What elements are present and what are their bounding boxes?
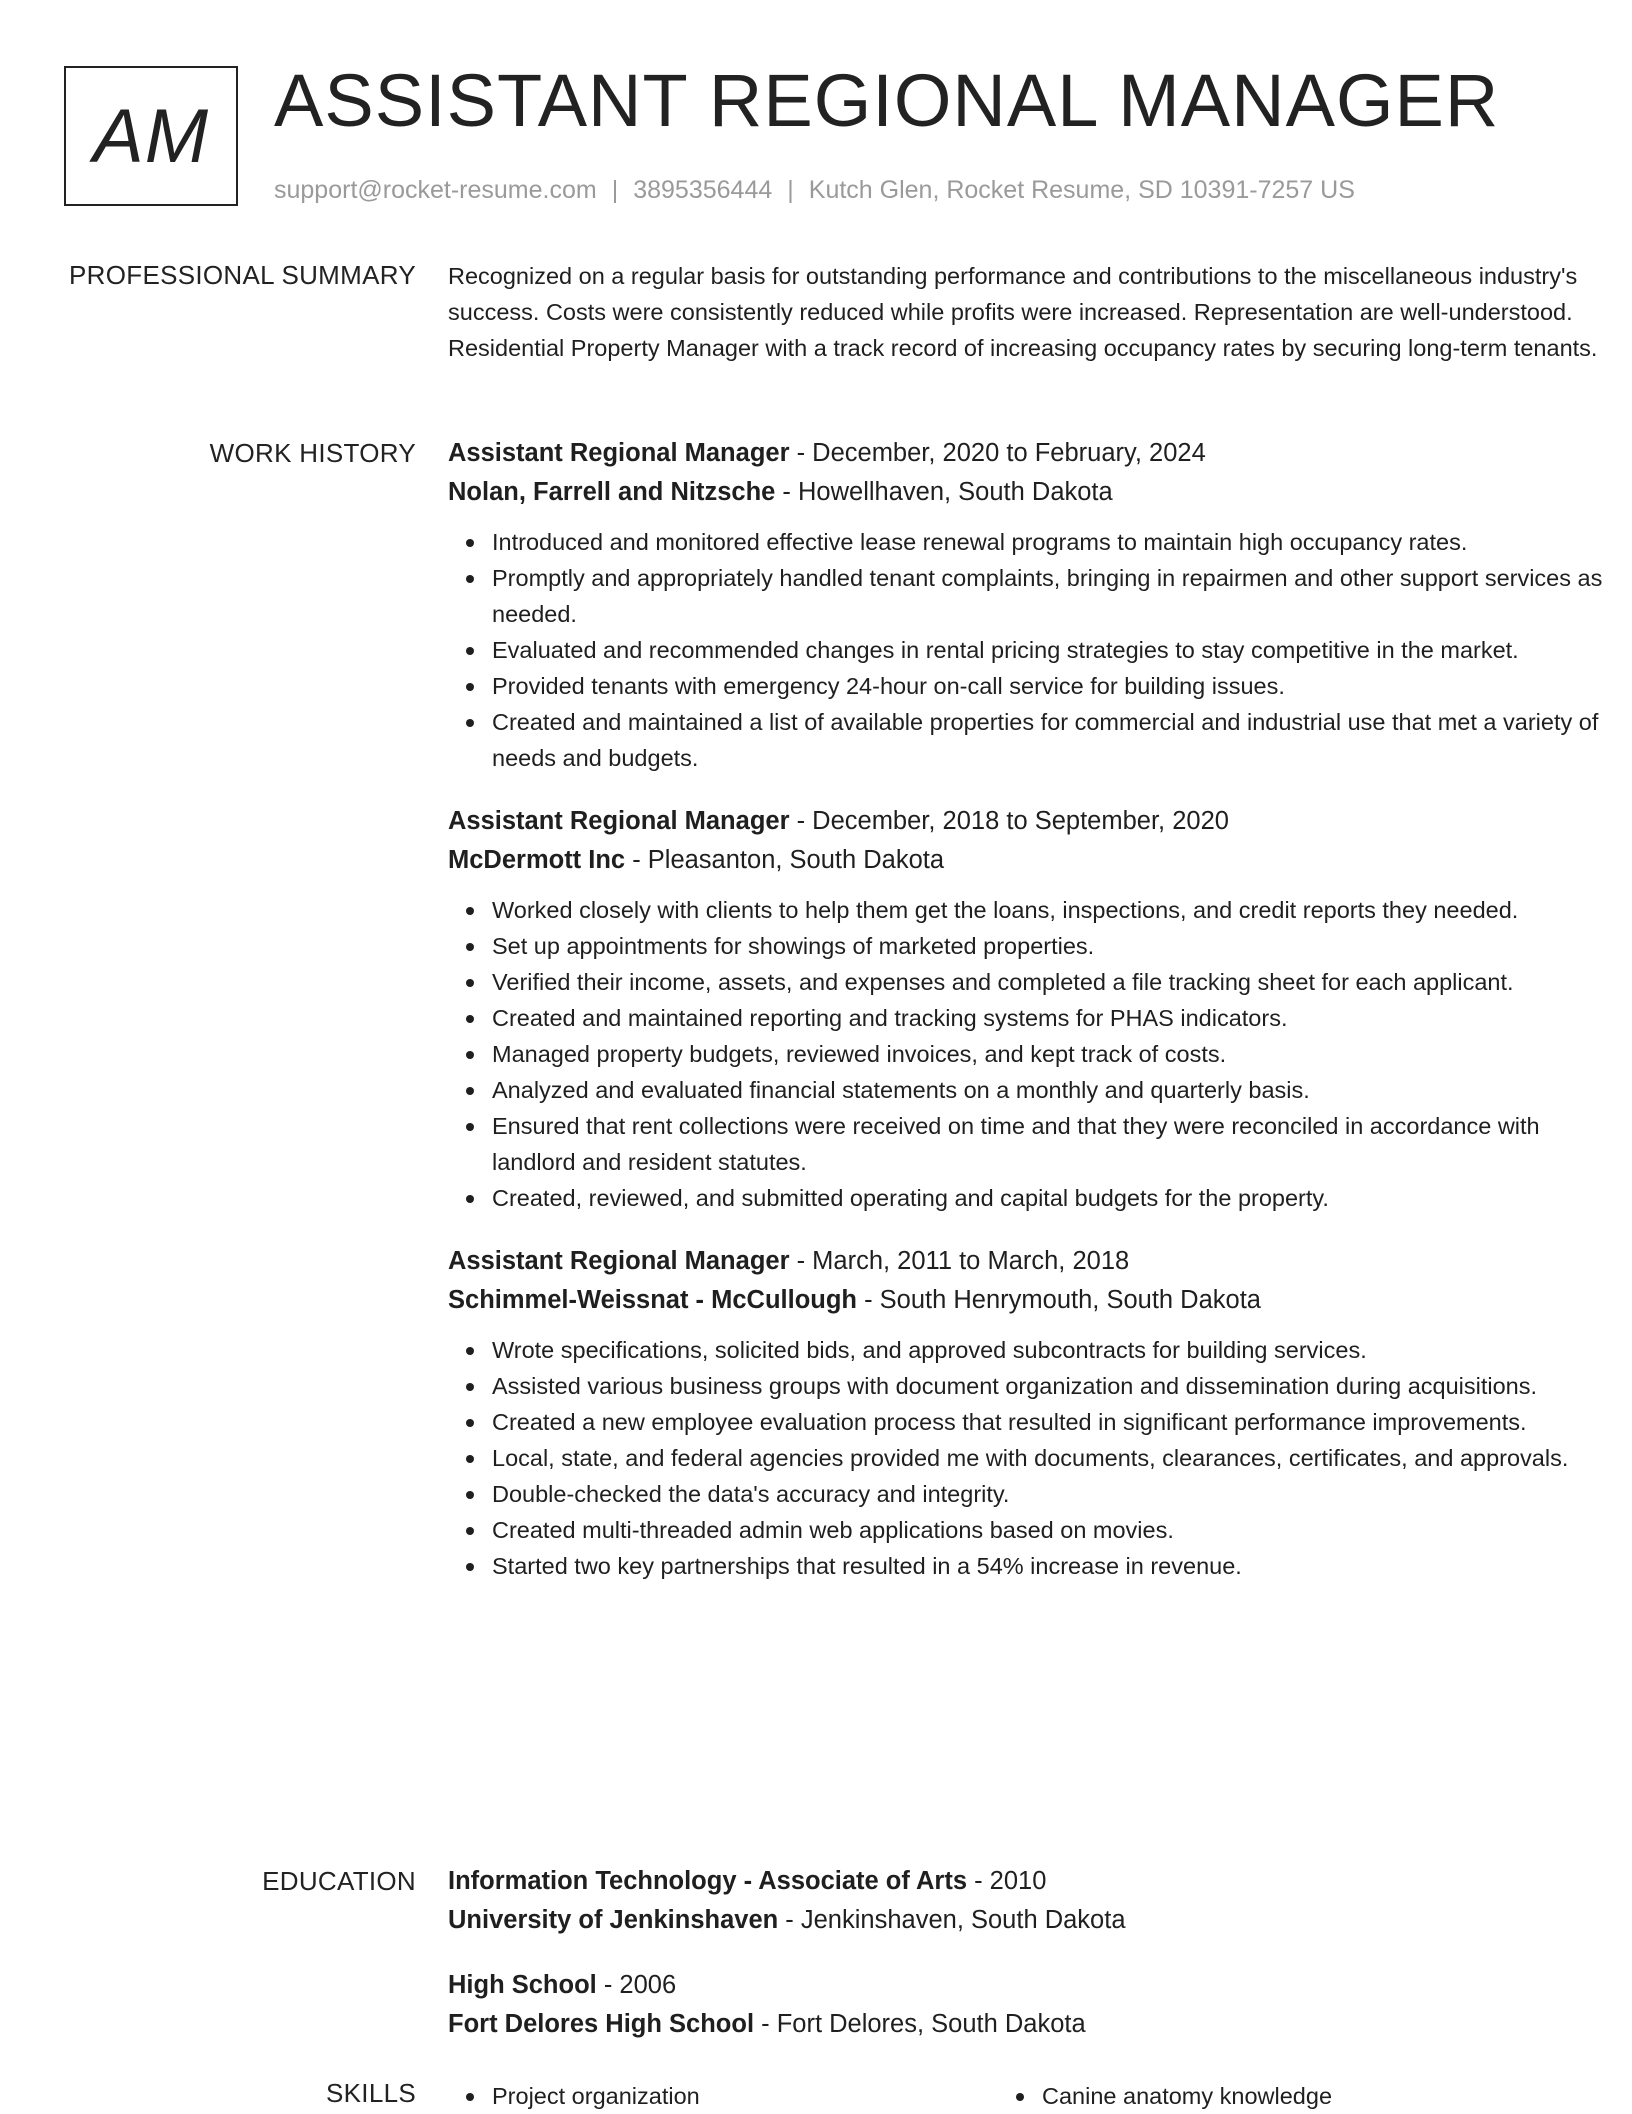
job-title-line xyxy=(448,1242,1628,1281)
education-school: Fort Delores High School xyxy=(448,2010,755,2038)
job-bullet: Ensured that rent collections were received on time and that they were reconciled in accordance with landlord and resident statutes. xyxy=(492,1108,1628,1180)
contact-phone[interactable]: 3895356444 xyxy=(633,176,773,204)
education-degree: Information Technology - Associate of Arts xyxy=(448,1867,968,1895)
section-label-education: EDUCATION xyxy=(262,1866,416,1896)
job-bullet: Started two key partnerships that resulted in a 54% increase in revenue. xyxy=(492,1548,1628,1584)
job-location: - South Henrymouth, South Dakota xyxy=(857,1286,1261,1314)
contact-separator: | xyxy=(787,176,794,204)
job-company: McDermott Inc xyxy=(448,846,626,874)
job-bullet-list xyxy=(448,524,1628,776)
job-entry xyxy=(448,434,1628,776)
job-title-line xyxy=(448,434,1628,473)
skills-list-left xyxy=(448,2078,998,2114)
job-dates: - December, 2020 to February, 2024 xyxy=(789,439,1206,467)
skills-body xyxy=(448,2078,1628,2114)
job-bullet: Created multi-threaded admin web applications based on movies. xyxy=(492,1512,1628,1548)
job-title: Assistant Regional Manager xyxy=(448,439,790,467)
job-company-line xyxy=(448,1281,1628,1320)
job-bullet-list xyxy=(448,1332,1628,1584)
skill-item: Project organization xyxy=(492,2078,998,2114)
education-school: University of Jenkinshaven xyxy=(448,1906,779,1934)
education-location: - Fort Delores, South Dakota xyxy=(754,2010,1086,2038)
job-bullet: Introduced and monitored effective lease renewal programs to maintain high occupancy rates. xyxy=(492,524,1628,560)
contact-address: Kutch Glen, Rocket Resume, SD 10391-7257 US xyxy=(808,176,1355,204)
education-entry xyxy=(448,1966,1628,2044)
job-bullet: Wrote specifications, solicited bids, and approved subcontracts for building services. xyxy=(492,1332,1628,1368)
education-degree-line xyxy=(448,1966,1628,2005)
section-label-work-history: WORK HISTORY xyxy=(209,438,416,468)
monogram-logo: AM xyxy=(64,66,238,206)
skills-columns xyxy=(448,2078,1548,2114)
job-bullet: Double-checked the data's accuracy and integrity. xyxy=(492,1476,1628,1512)
contact-email[interactable]: support@rocket-resume.com xyxy=(274,176,597,204)
summary-text: Recognized on a regular basis for outstanding performance and contributions to the miscellaneous industry's success. Costs were consistently reduced while profits were increased. Representation are well-understood. Residential Property Manager with a track record of increasing occupancy rates by securing long-term tenants. xyxy=(448,263,1598,361)
job-bullet: Promptly and appropriately handled tenant complaints, bringing in repairmen and other support services as needed. xyxy=(492,560,1628,632)
job-bullet: Evaluated and recommended changes in rental pricing strategies to stay competitive in the market. xyxy=(492,632,1628,668)
job-entry xyxy=(448,1242,1628,1584)
job-company-line xyxy=(448,473,1628,512)
job-title: Assistant Regional Manager xyxy=(448,807,790,835)
education-body xyxy=(448,1862,1628,2070)
skills-list-right xyxy=(998,2078,1548,2114)
education-year: - 2010 xyxy=(967,1867,1047,1895)
section-label-summary: PROFESSIONAL SUMMARY xyxy=(69,260,416,290)
education-school-line xyxy=(448,1901,1628,1940)
education-entry xyxy=(448,1862,1628,1940)
job-dates: - March, 2011 to March, 2018 xyxy=(789,1247,1130,1275)
job-bullet: Assisted various business groups with document organization and dissemination during acquisitions. xyxy=(492,1368,1628,1404)
job-location: - Pleasanton, South Dakota xyxy=(625,846,945,874)
job-bullet: Created and maintained reporting and tracking systems for PHAS indicators. xyxy=(492,1000,1628,1036)
education-degree: High School xyxy=(448,1971,597,1999)
work-history-body xyxy=(448,434,1628,1610)
education-school-line xyxy=(448,2005,1628,2044)
job-bullet: Created a new employee evaluation process that resulted in significant performance improvements. xyxy=(492,1404,1628,1440)
job-title: Assistant Regional Manager xyxy=(448,1247,790,1275)
job-bullet-list xyxy=(448,892,1628,1216)
job-company-line xyxy=(448,841,1628,880)
job-entry xyxy=(448,802,1628,1216)
job-bullet: Analyzed and evaluated financial statements on a monthly and quarterly basis. xyxy=(492,1072,1628,1108)
education-year: - 2006 xyxy=(596,1971,677,1999)
job-bullet: Created, reviewed, and submitted operating and capital budgets for the property. xyxy=(492,1180,1628,1216)
job-bullet: Created and maintained a list of available properties for commercial and industrial use that met a variety of needs and budgets. xyxy=(492,704,1628,776)
section-label-skills: SKILLS xyxy=(326,2078,416,2108)
education-location: - Jenkinshaven, South Dakota xyxy=(778,1906,1126,1934)
job-bullet: Managed property budgets, reviewed invoices, and kept track of costs. xyxy=(492,1036,1628,1072)
job-location: - Howellhaven, South Dakota xyxy=(775,478,1113,506)
job-bullet: Verified their income, assets, and expenses and completed a file tracking sheet for each applicant. xyxy=(492,964,1628,1000)
job-bullet: Worked closely with clients to help them get the loans, inspections, and credit reports they needed. xyxy=(492,892,1628,928)
job-bullet: Provided tenants with emergency 24-hour on-call service for building issues. xyxy=(492,668,1628,704)
job-title-line xyxy=(448,802,1628,841)
resume-title: ASSISTANT REGIONAL MANAGER xyxy=(274,59,1500,142)
resume-header xyxy=(64,59,1584,210)
job-bullet: Local, state, and federal agencies provided me with documents, clearances, certificates, and approvals. xyxy=(492,1440,1628,1476)
skill-item: Canine anatomy knowledge xyxy=(1042,2078,1548,2114)
contact-separator: | xyxy=(611,176,619,204)
job-company: Nolan, Farrell and Nitzsche xyxy=(448,478,776,506)
summary-body xyxy=(448,258,1628,366)
job-dates: - December, 2018 to September, 2020 xyxy=(789,807,1229,835)
job-bullet: Set up appointments for showings of marketed properties. xyxy=(492,928,1628,964)
job-company: Schimmel-Weissnat - McCullough xyxy=(448,1286,857,1314)
contact-line xyxy=(274,176,1355,205)
education-degree-line xyxy=(448,1862,1628,1901)
